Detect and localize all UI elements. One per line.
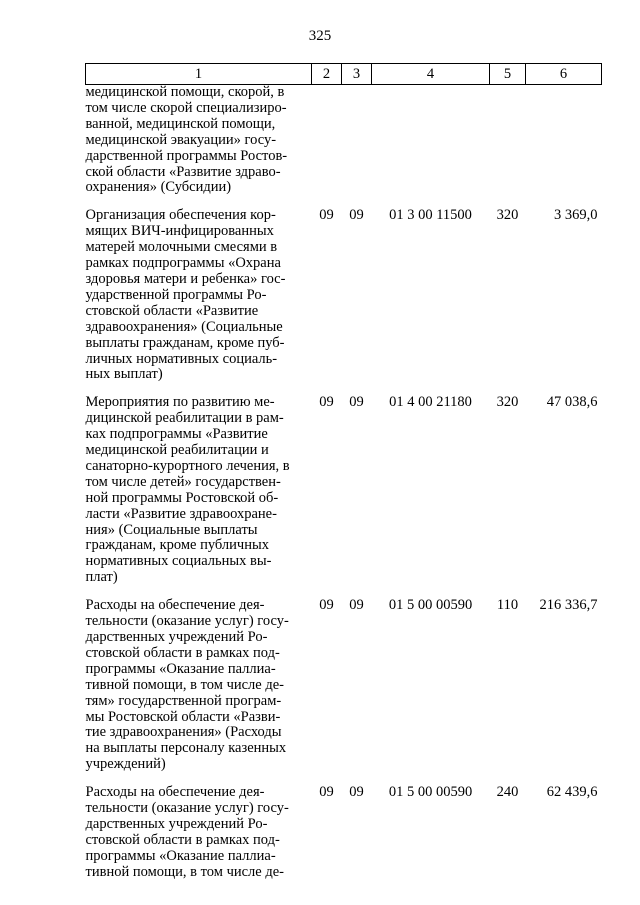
description-line: ванной, медицинской помощи,	[85, 115, 276, 132]
table-row	[86, 196, 602, 383]
description-line: учреждений)	[85, 756, 166, 773]
table-row	[86, 383, 602, 586]
column-header: 4	[372, 64, 490, 85]
description-line: санаторно-курортного лечения, в	[85, 457, 290, 474]
row-section-code	[312, 85, 342, 197]
row-target-article: 01 5 00 00590	[388, 784, 473, 801]
row-section-code: 09	[319, 784, 334, 801]
description-line: ласти «Развитие здравоохране-	[85, 505, 277, 522]
description-line: программы «Оказание паллиа-	[85, 847, 276, 864]
row-target-article: 01 5 00 00590	[388, 597, 473, 614]
description-line: Организация обеспечения кор-	[85, 207, 276, 224]
row-expense-type: 320	[496, 394, 519, 411]
description-line: мящих ВИЧ-инфицированных	[85, 223, 274, 240]
description-line: выплаты гражданам, кроме пуб-	[85, 334, 285, 351]
description-line: гражданам, кроме публичных	[85, 537, 269, 554]
description-line: ния» (Социальные выплаты	[85, 521, 258, 538]
description-line: мы Ростовской области «Разви-	[85, 708, 281, 725]
row-subsection-code: 09	[349, 597, 364, 614]
row-target-article: 01 4 00 21180	[389, 394, 472, 411]
table-row	[86, 773, 602, 880]
description-line: медицинской эвакуации» госу-	[85, 131, 277, 148]
description-line: ках подпрограммы «Развитие	[85, 426, 268, 443]
row-amount: 216 336,7	[539, 597, 598, 614]
row-subsection-code: 09	[349, 784, 364, 801]
description-line: стовской области в рамках под-	[85, 831, 280, 848]
page-number: 325	[308, 28, 332, 44]
description-line: дарственных учреждений Ро-	[85, 815, 268, 832]
row-expense-type: 240	[496, 784, 519, 801]
row-subsection-code: 09	[349, 394, 364, 411]
row-description	[86, 85, 312, 197]
row-target-article: 01 3 00 11500	[389, 207, 472, 224]
table-header-row	[86, 64, 602, 85]
description-line: тельности (оказание услуг) госу-	[85, 800, 289, 817]
description-line: здоровья матери и ребенка» гос-	[85, 270, 286, 287]
row-section-code: 09	[319, 207, 334, 224]
description-line: ударственной программы Ро-	[85, 286, 267, 303]
column-header: 5	[490, 64, 526, 85]
table-body	[86, 85, 602, 881]
row-amount: 3 369,0	[554, 207, 598, 224]
description-line: медицинской помощи, скорой, в	[85, 84, 285, 100]
description-line: тивной помощи, в том числе де-	[85, 863, 284, 880]
table-row	[86, 85, 602, 197]
column-header: 2	[312, 64, 342, 85]
description-line: плат)	[85, 569, 118, 586]
description-line: тельности (оказание услуг) госу-	[85, 613, 289, 630]
description-line: том числе скорой специализиро-	[85, 99, 287, 116]
row-target-article	[372, 85, 490, 197]
row-amount: 62 439,6	[546, 784, 598, 801]
description-line: матерей молочными смесями в	[85, 239, 278, 256]
description-line: нормативных социальных вы-	[85, 553, 272, 570]
row-description	[86, 586, 312, 773]
description-line: стовской области «Развитие	[85, 302, 259, 319]
description-line: Расходы на обеспечение дея-	[85, 597, 265, 614]
description-line: программы «Оказание паллиа-	[85, 660, 276, 677]
column-header: 1	[86, 64, 312, 85]
description-line: дарственных учреждений Ро-	[85, 629, 268, 645]
row-expense-type	[490, 85, 526, 197]
description-line: медицинской реабилитации и	[85, 442, 269, 459]
description-line: ской области «Развитие здраво-	[85, 163, 281, 180]
description-line: тям» государственной програм-	[85, 692, 282, 709]
row-expense-type: 110	[496, 597, 519, 614]
row-subsection-code: 09	[349, 207, 364, 224]
column-header: 6	[526, 64, 602, 85]
column-header: 3	[342, 64, 372, 85]
row-expense-type: 320	[496, 207, 519, 224]
description-line: Расходы на обеспечение дея-	[85, 784, 265, 801]
description-line: рамках подпрограммы «Охрана	[85, 255, 281, 272]
row-amount: 47 038,6	[546, 394, 598, 411]
description-line: стовской области в рамках под-	[85, 644, 280, 661]
row-description	[86, 773, 312, 880]
description-line: дарственной программы Ростов-	[85, 147, 288, 164]
description-line: тие здравоохранения» (Расходы	[85, 724, 282, 741]
row-subsection-code	[342, 85, 372, 197]
description-line: здравоохранения» (Социальные	[85, 318, 283, 335]
description-line: ной программы Ростовской об-	[85, 489, 279, 506]
row-section-code: 09	[319, 597, 334, 614]
row-description	[86, 383, 312, 586]
description-line: дицинской реабилитации в рам-	[85, 410, 284, 427]
description-line: тивной помощи, в том числе де-	[85, 676, 284, 693]
description-line: личных нормативных социаль-	[85, 350, 278, 367]
row-amount	[526, 85, 602, 197]
description-line: Мероприятия по развитию ме-	[85, 394, 275, 411]
row-description	[86, 196, 312, 383]
description-line: охранения» (Субсидии)	[85, 179, 232, 196]
budget-table	[85, 63, 602, 881]
description-line: на выплаты персоналу казенных	[85, 740, 287, 757]
row-section-code: 09	[319, 394, 334, 411]
description-line: ных выплат)	[85, 366, 163, 383]
table-row	[86, 586, 602, 773]
description-line: том числе детей» государствен-	[85, 473, 281, 490]
